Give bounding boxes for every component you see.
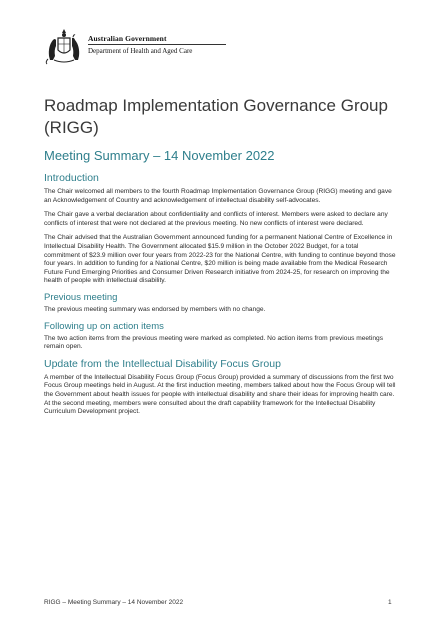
commonwealth-coat-of-arms-icon [44,26,84,66]
section-heading-previous-meeting: Previous meeting [44,291,118,303]
government-name: Australian Government [88,34,167,43]
section-previous-meeting [44,292,396,315]
paragraph: The Chair welcomed all members to the fourth Roadmap Implementation Governance Group (RIGG) meeting and gave an Acknowledgement of Country and acknowledgement of intellectual disability self-advocates. [44,188,392,204]
section-introduction [44,172,396,286]
section-heading-action-items: Following up on action items [44,320,164,332]
paragraph: A member of the Intellectual Disability Focus Group (Focus Group) provided a summary of discussions from the first two Focus Group meetings held in August. At the first induction meeting, members talked about how the Focus Group will tell the Government about health issues for people with intellectual disability and share their ideas for improving health care. At the second meeting, members were consulted about the draft capability framework for the Intellectual Disability Curriculum Development project. [44,373,396,416]
government-logo [44,26,204,66]
section-focus-group [44,358,396,417]
document-title: Roadmap Implementation Governance Group (RIGG) [44,96,388,137]
logo-divider [88,44,226,45]
department-name: Department of Health and Aged Care [88,47,193,55]
document-subtitle: Meeting Summary – 14 November 2022 [44,148,275,163]
page-number: 1 [388,599,392,606]
paragraph: The Chair gave a verbal declaration about confidentiality and conflicts of interest. Members were asked to declare any conflicts of interest that were not declared at the previous meeting. No new conflicts of interest were declared. [44,211,388,227]
document-body [44,172,396,423]
footer-title: RIGG – Meeting Summary – 14 November 2022 [44,599,184,606]
section-heading-focus-group: Update from the Intellectual Disability Focus Group [44,357,281,370]
section-heading-introduction: Introduction [44,172,99,184]
section-action-items [44,321,396,352]
paragraph: The two action items from the previous meeting were marked as completed. No action items from previous meetings remain open. [44,334,383,351]
paragraph: The previous meeting summary was endorsed by members with no change. [44,305,266,313]
paragraph: The Chair advised that the Australian Government announced funding for a permanent National Centre of Excellence in Intellectual Disability Health. The Government allocated $15.9 million in the October 2022 Budget, for a total commitment of $23.9 million over four years from 2022-23 for the National Centre, with funding to continue beyond those four years. In addition to funding for a National Centre, $20 million is being made available from the Medical Research Future Fund Emerging Priorities and Consumer Driven Research initiative from 2024-25, for research on improving the health of people with intellectual disability. [44,234,396,285]
